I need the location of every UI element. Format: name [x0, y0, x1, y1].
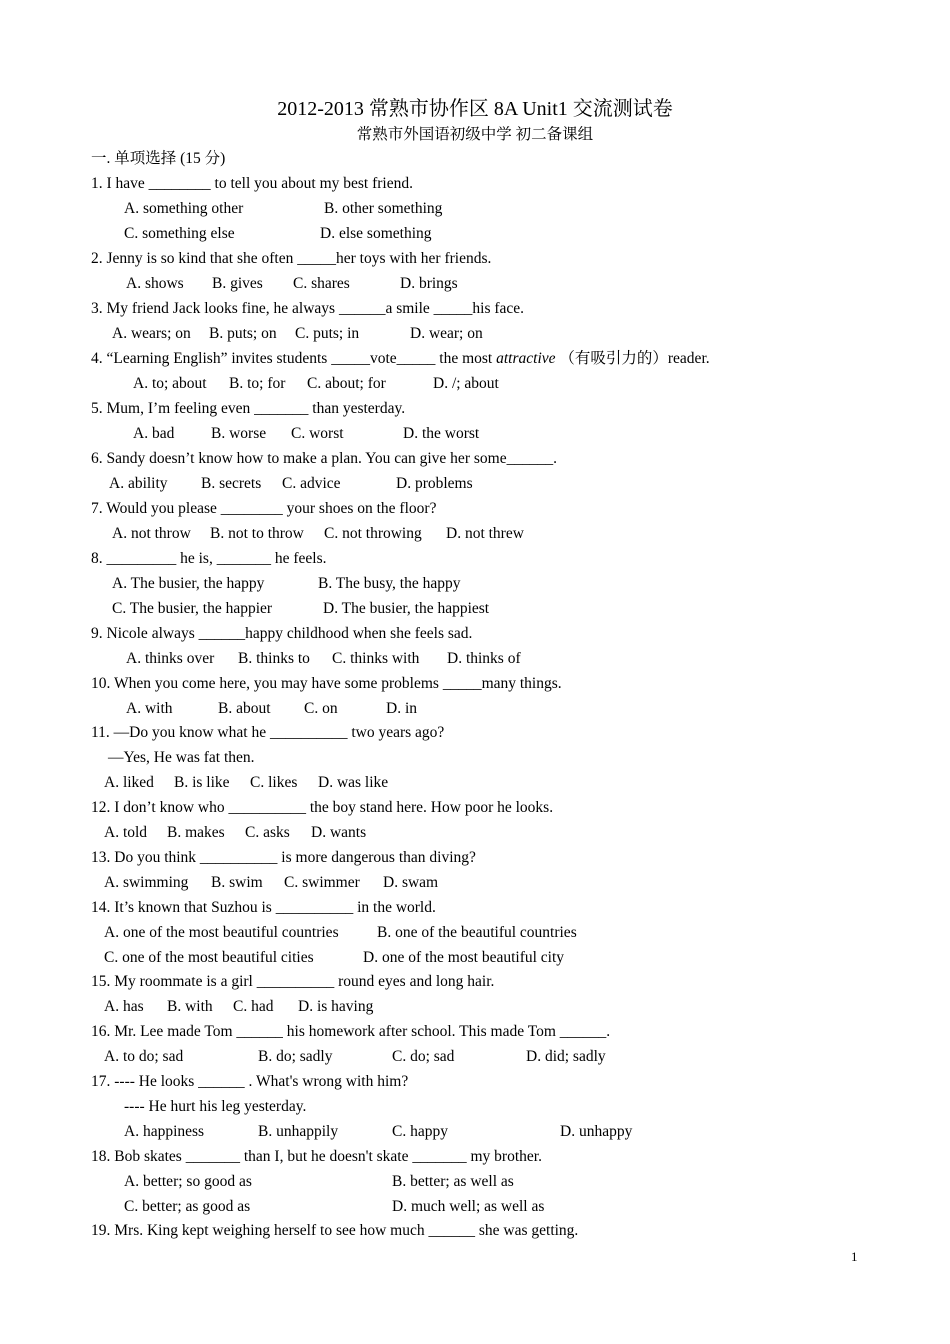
option-13c: C. swimmer	[284, 874, 360, 891]
option-10b: B. about	[218, 700, 271, 717]
option-11b: B. is like	[174, 774, 230, 791]
option-6c: C. advice	[282, 475, 341, 492]
question-16: 16. Mr. Lee made Tom ______ his homework after school. This made Tom ______.	[91, 1023, 611, 1040]
option-6a: A. ability	[109, 475, 168, 492]
page-title: 2012-2013 常熟市协作区 8A Unit1 交流测试卷	[277, 98, 673, 120]
option-7d: D. not threw	[446, 525, 524, 542]
question-18: 18. Bob skates _______ than I, but he doesn't skate _______ my brother.	[91, 1148, 542, 1165]
option-5a: A. bad	[133, 425, 175, 442]
option-3a: A. wears; on	[112, 325, 191, 342]
option-4c: C. about; for	[307, 375, 386, 392]
option-3d: D. wear; on	[410, 325, 483, 342]
option-17c: C. happy	[392, 1123, 448, 1140]
option-2d: D. brings	[400, 275, 458, 292]
option-15c: C. had	[233, 998, 274, 1015]
question-1: 1. I have ________ to tell you about my best friend.	[91, 175, 413, 192]
option-16c: C. do; sad	[392, 1048, 455, 1065]
option-18c: C. better; as good as	[124, 1198, 251, 1215]
option-16d: D. did; sadly	[526, 1048, 606, 1065]
question-5: 5. Mum, I’m feeling even _______ than yesterday.	[91, 400, 406, 417]
option-4b: B. to; for	[229, 375, 286, 392]
option-12d: D. wants	[311, 824, 367, 841]
option-17a: A. happiness	[124, 1123, 205, 1140]
question-14: 14. It’s known that Suzhou is __________ in the world.	[91, 899, 436, 916]
option-10d: D. in	[386, 700, 417, 717]
question-4	[91, 349, 710, 369]
question-9: 9. Nicole always ______happy childhood when she feels sad.	[91, 625, 473, 642]
question-17-reply: ---- He hurt his leg yesterday.	[124, 1098, 307, 1115]
question-12: 12. I don’t know who __________ the boy stand here. How poor he looks.	[91, 799, 554, 816]
option-15d: D. is having	[298, 998, 374, 1015]
option-7a: A. not throw	[112, 525, 191, 542]
option-2a: A. shows	[126, 275, 184, 292]
option-7c: C. not throwing	[324, 525, 422, 542]
option-4d: D. /; about	[433, 375, 499, 392]
option-11a: A. liked	[104, 774, 154, 791]
option-17b: B. unhappily	[258, 1123, 339, 1140]
option-6d: D. problems	[396, 475, 473, 492]
option-6b: B. secrets	[201, 475, 262, 492]
option-8c: C. The busier, the happier	[112, 600, 273, 617]
option-8d: D. The busier, the happiest	[323, 600, 490, 617]
question-4-gloss: （有吸引力的）reader.	[555, 350, 710, 367]
option-12b: B. makes	[167, 824, 225, 841]
question-15: 15. My roommate is a girl __________ round eyes and long hair.	[91, 973, 495, 990]
option-14a: A. one of the most beautiful countries	[104, 924, 339, 941]
option-1d: D. else something	[320, 225, 432, 242]
option-3c: C. puts; in	[295, 325, 360, 342]
option-14b: B. one of the beautiful countries	[377, 924, 577, 941]
option-5c: C. worst	[291, 425, 344, 442]
option-2c: C. shares	[293, 275, 350, 292]
option-10c: C. on	[304, 700, 338, 717]
option-1a: A. something other	[124, 200, 244, 217]
option-1c: C. something else	[124, 225, 235, 242]
option-18d: D. much well; as well as	[392, 1198, 545, 1215]
question-11: 11. —Do you know what he __________ two years ago?	[91, 724, 445, 741]
option-16a: A. to do; sad	[104, 1048, 184, 1065]
option-11d: D. was like	[318, 774, 389, 791]
option-5d: D. the worst	[403, 425, 480, 442]
question-7: 7. Would you please ________ your shoes on the floor?	[91, 500, 437, 517]
option-18b: B. better; as well as	[392, 1173, 514, 1190]
option-9a: A. thinks over	[126, 650, 215, 667]
option-16b: B. do; sadly	[258, 1048, 333, 1065]
option-9c: C. thinks with	[332, 650, 420, 667]
option-5b: B. worse	[211, 425, 267, 442]
question-3: 3. My friend Jack looks fine, he always ______a smile _____his face.	[91, 300, 525, 317]
option-14c: C. one of the most beautiful cities	[104, 949, 314, 966]
question-2: 2. Jenny is so kind that she often _____her toys with her friends.	[91, 250, 492, 267]
page-number: 1	[851, 1249, 858, 1264]
option-8b: B. The busy, the happy	[318, 575, 461, 592]
option-4a: A. to; about	[133, 375, 207, 392]
option-12c: C. asks	[245, 824, 290, 841]
option-13b: B. swim	[211, 874, 263, 891]
section-heading: 一. 单项选择 (15 分)	[91, 150, 226, 167]
option-15b: B. with	[167, 998, 213, 1015]
option-3b: B. puts; on	[209, 325, 277, 342]
question-4-text: 4. “Learning English” invites students _____vote_____ the most	[91, 350, 497, 367]
question-10: 10. When you come here, you may have some problems _____many things.	[91, 675, 562, 692]
option-10a: A. with	[126, 700, 173, 717]
option-9d: D. thinks of	[447, 650, 521, 667]
option-18a: A. better; so good as	[124, 1173, 252, 1190]
option-13a: A. swimming	[104, 874, 189, 891]
question-17: 17. ---- He looks ______ . What's wrong with him?	[91, 1073, 409, 1090]
option-17d: D. unhappy	[560, 1123, 633, 1140]
question-19: 19. Mrs. King kept weighing herself to see how much ______ she was getting.	[91, 1222, 579, 1239]
option-13d: D. swam	[383, 874, 439, 891]
question-4-emphasis: attractive	[496, 350, 556, 367]
question-8: 8. _________ he is, _______ he feels.	[91, 550, 327, 567]
option-11c: C. likes	[250, 774, 298, 791]
option-2b: B. gives	[212, 275, 263, 292]
option-12a: A. told	[104, 824, 148, 841]
question-11-reply: —Yes, He was fat then.	[108, 749, 255, 766]
option-1b: B. other something	[324, 200, 443, 217]
page-subtitle: 常熟市外国语初级中学 初二备课组	[356, 126, 594, 143]
question-6: 6. Sandy doesn’t know how to make a plan. You can give her some______.	[91, 450, 557, 467]
option-14d: D. one of the most beautiful city	[363, 949, 565, 966]
option-7b: B. not to throw	[210, 525, 304, 542]
option-8a: A. The busier, the happy	[112, 575, 265, 592]
question-13: 13. Do you think __________ is more dangerous than diving?	[91, 849, 476, 866]
option-9b: B. thinks to	[238, 650, 310, 667]
option-15a: A. has	[104, 998, 144, 1015]
